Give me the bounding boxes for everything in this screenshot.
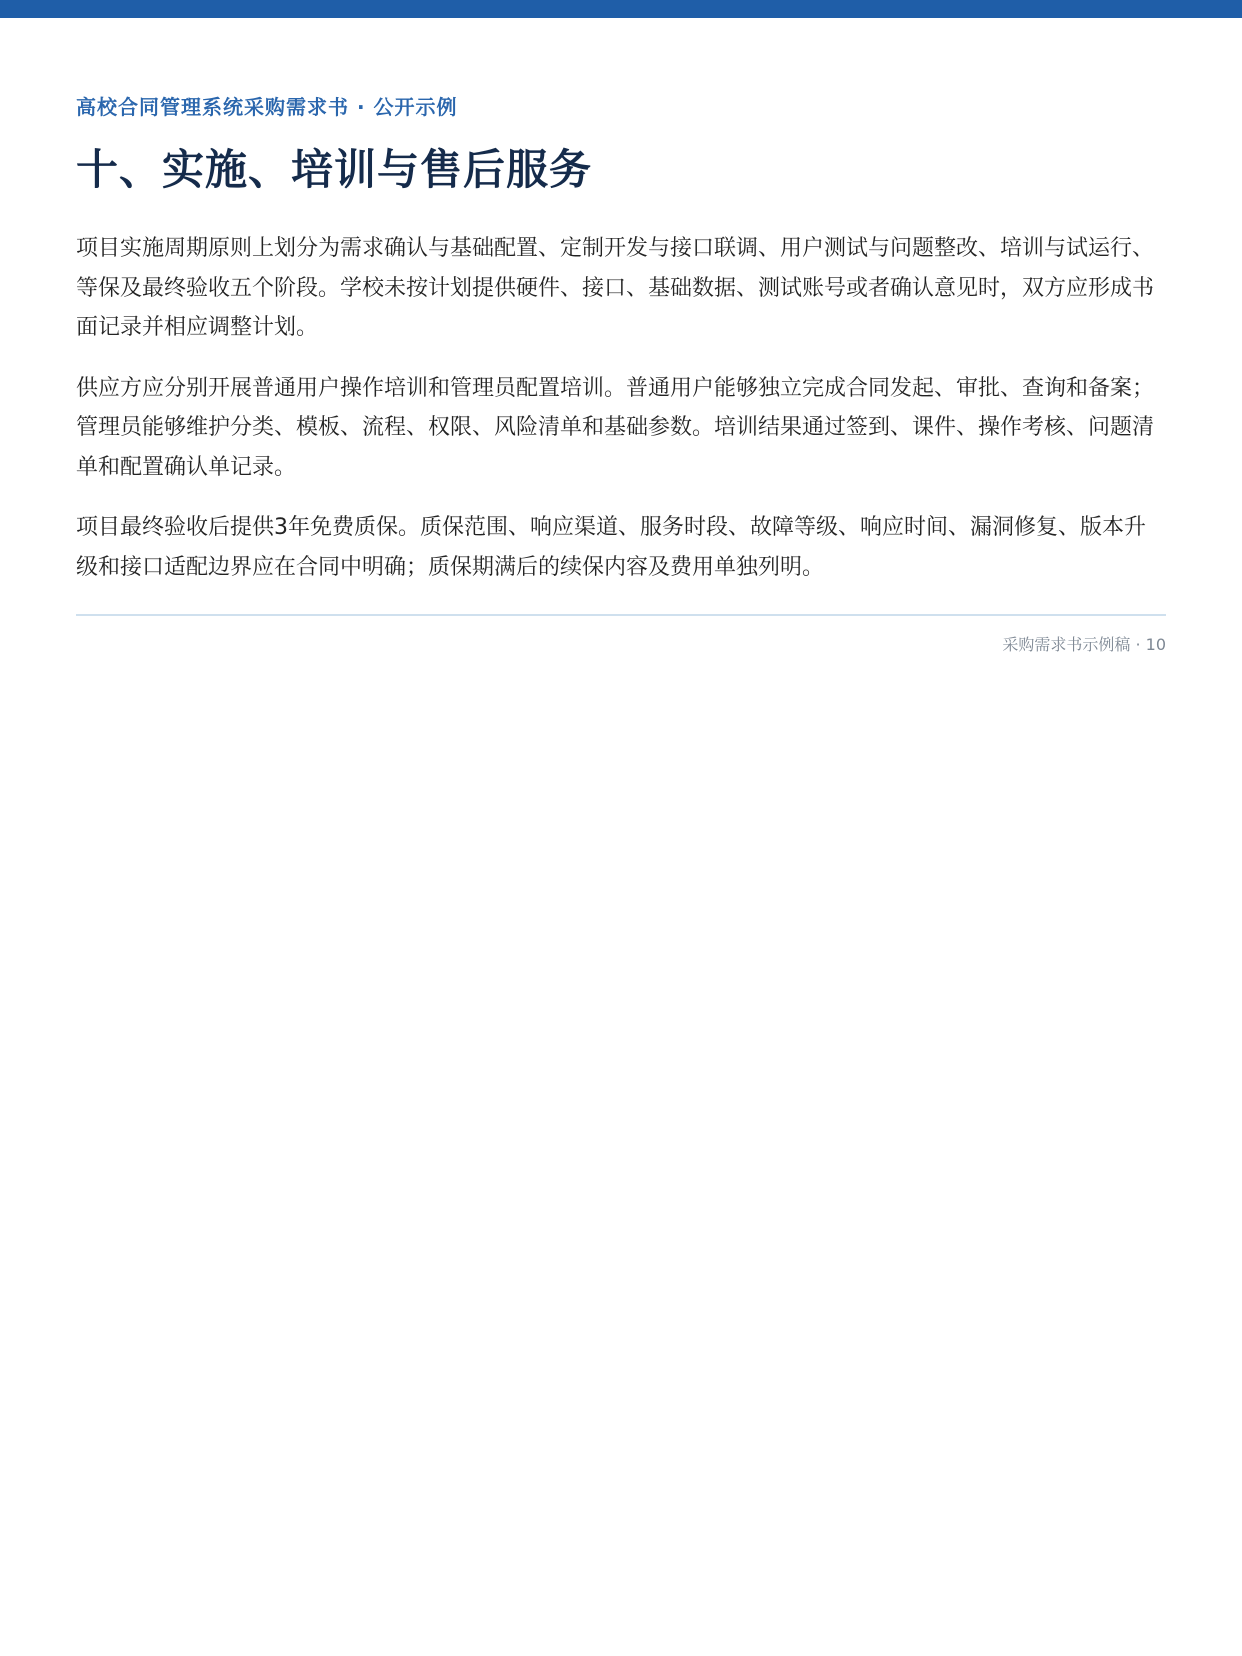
page-footer: 采购需求书示例稿 · 10: [1002, 635, 1166, 654]
section-title: 十、实施、培训与售后服务: [76, 145, 593, 194]
footer-divider: [76, 614, 1166, 616]
page-content: [76, 92, 1166, 657]
document-header: 高校合同管理系统采购需求书 · 公开示例: [76, 95, 458, 119]
paragraph-warranty: 项目最终验收后提供3年免费质保。质保范围、响应渠道、服务时段、故障等级、响应时间、漏洞修复、版本升级和接口适配边界应在合同中明确；质保期满后的续保内容及费用单独列明。: [76, 515, 1147, 580]
paragraph-implementation: 项目实施周期原则上划分为需求确认与基础配置、定制开发与接口联调、用户测试与问题整改、培训与试运行、等保及最终验收五个阶段。学校未按计划提供硬件、接口、基础数据、测试账号或者确认意见时，双方应形成书面记录并相应调整计划。: [76, 236, 1155, 340]
top-accent-bar: [0, 0, 1242, 18]
paragraph-training: 供应方应分别开展普通用户操作培训和管理员配置培训。普通用户能够独立完成合同发起、审批、查询和备案；管理员能够维护分类、模板、流程、权限、风险清单和基础参数。培训结果通过签到、课件、操作考核、问题清单和配置确认单记录。: [76, 375, 1155, 480]
